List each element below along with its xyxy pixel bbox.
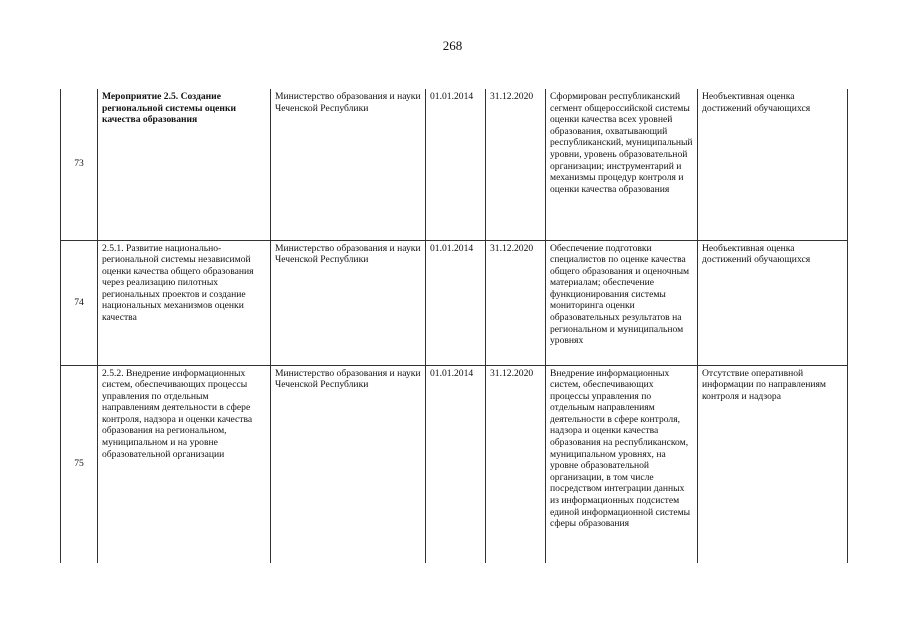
end-date-cell: 31.12.2020 (486, 365, 546, 563)
measure-title: Мероприятие 2.5. Создание региональной системы оценки качества образования (98, 89, 271, 240)
risk-cell: Необъективная оценка достижений обучающихся (698, 89, 848, 240)
row-number: 73 (61, 89, 98, 240)
page-number: 268 (442, 38, 463, 53)
risk-cell: Необъективная оценка достижений обучающихся (698, 240, 848, 365)
executor-cell: Министерство образования и науки Чеченской Республики (271, 365, 426, 563)
measure-title: 2.5.1. Развитие национально-региональной системы независимой оценки качества общего образования через реализацию пилотных региональных проектов и создание национальных механизмов оценки качества (98, 240, 271, 365)
end-date-cell: 31.12.2020 (486, 240, 546, 365)
table-row (61, 89, 848, 240)
start-date-cell: 01.01.2014 (426, 240, 486, 365)
row-number: 74 (61, 240, 98, 365)
measures-table (60, 89, 848, 563)
executor-cell: Министерство образования и науки Чеченской Республики (271, 89, 426, 240)
table-row (61, 240, 848, 365)
end-date-cell: 31.12.2020 (486, 89, 546, 240)
result-cell: Внедрение информационных систем, обеспечивающих процессы управления по отдельным направлениям деятельности в сфере контроля, надзора и оценки качества образования на республиканском, муниципальном уровнях, на уровне образовательной организации, в том числе посредством интеграции данных из информационных подсистем единой информационной системы сферы образования (546, 365, 698, 563)
executor-cell: Министерство образования и науки Чеченской Республики (271, 240, 426, 365)
table-row (61, 365, 848, 563)
start-date-cell: 01.01.2014 (426, 365, 486, 563)
result-cell: Сформирован республиканский сегмент общероссийской системы оценки качества всех уровней образования, охватывающий республиканский, муниципальный уровни, уровень образовательной организации; инструментарий и механизмы процедур контроля и оценки качества образования (546, 89, 698, 240)
start-date-cell: 01.01.2014 (426, 89, 486, 240)
measure-title: 2.5.2. Внедрение информационных систем, обеспечивающих процессы управления по отдельным направлениям деятельности в сфере контроля, надзора и оценки качества образования на региональном, муниципальном и на уровне образовательной организации (98, 365, 271, 563)
risk-cell: Отсутствие оперативной информации по направлениям контроля и надзора (698, 365, 848, 563)
result-cell: Обеспечение подготовки специалистов по оценке качества общего образования и оценочным материалам; обеспечение функционирования системы мониторинга оценки образовательных результатов на региональном и муниципальном уровнях (546, 240, 698, 365)
row-number: 75 (61, 365, 98, 563)
